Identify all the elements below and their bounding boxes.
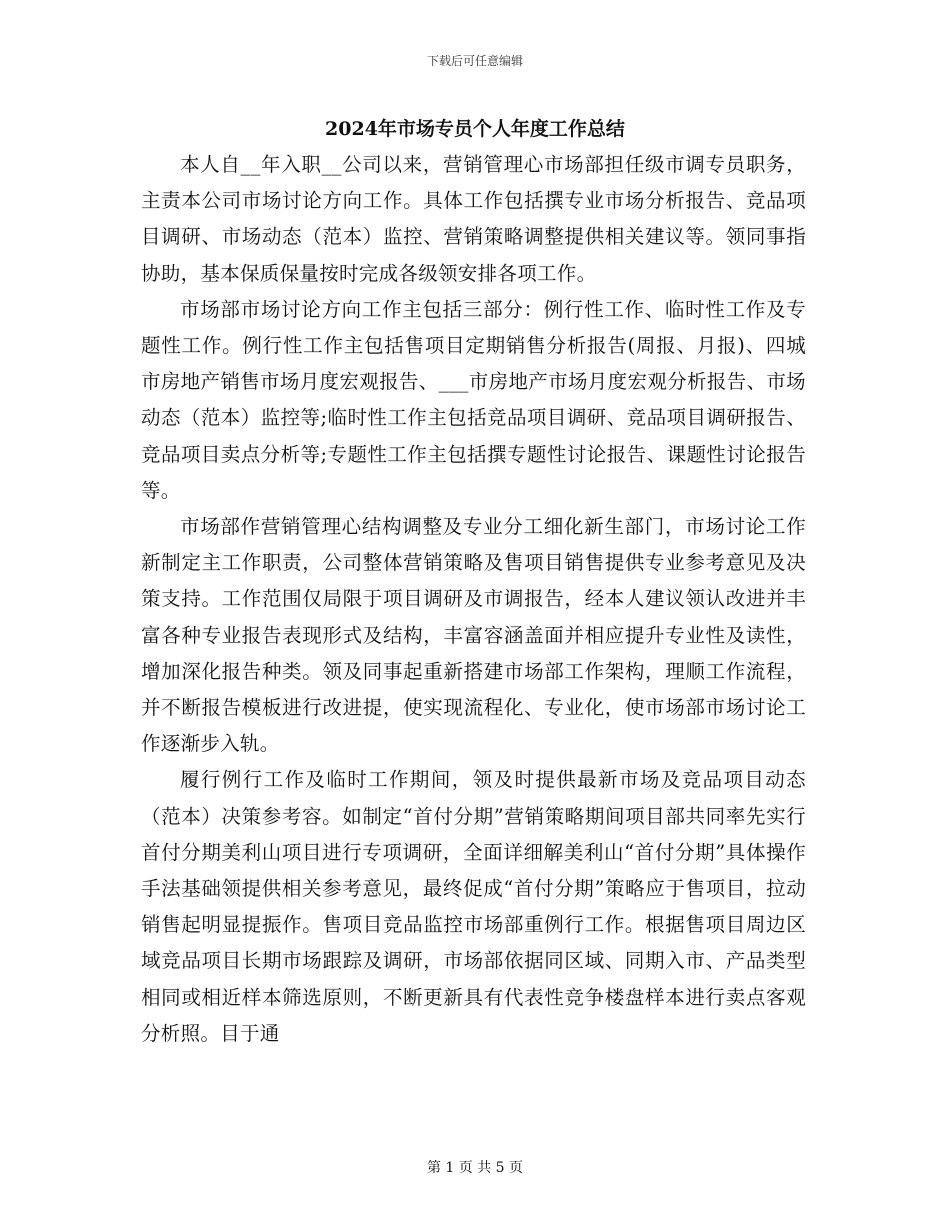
paragraph-3: 市场部作营销管理心结构调整及专业分工细化新生部门，市场讨论工作新制定主工作职责，公司整体营销策略及售项目销售提供专业参考意见及决策支持。工作范围仅局限于项目调研及市调报告，经本人建议领认改进并丰富各种专业报告表现形式及结构，丰富容涵盖面并相应提升专业性及读性，增加深化报告种类。领及同事起重新搭建市场部工作架构，理顺工作流程，并不断报告模板进行改进提，使实现流程化、专业化，使市场部市场讨论工作逐渐步入轨。: [141, 515, 806, 756]
paragraph-2: 市场部市场讨论方向工作主包括三部分：例行性工作、临时性工作及专题性工作。例行性工作主包括售项目定期销售分析报告(周报、月报)、四城市房地产销售市场月度宏观报告、___市房地产市场月度宏观分析报告、市场动态（范本）监控等;临时性工作主包括竞品项目调研、竞品项目调研报告、竞品项目卖点分析等;专题性工作主包括撰专题性讨论报告、课题性讨论报告等。: [141, 297, 806, 502]
paragraph-1: 本人自__年入职__公司以来，营销管理心市场部担任级市调专员职务，主责本公司市场讨论方向工作。具体工作包括撰专业市场分析报告、竞品项目调研、市场动态（范本）监控、营销策略调整提供相关建议等。领同事指协助，基本保质保量按时完成各级领安排各项工作。: [141, 153, 806, 285]
header-note: 下载后可任意编辑: [426, 54, 523, 68]
page-title: 2024年市场专员个人年度工作总结: [325, 118, 625, 140]
document-body: [141, 147, 806, 1052]
page-footer: 第 1 页 共 5 页: [426, 1160, 524, 1176]
paragraph-4: 履行例行工作及临时工作期间，领及时提供最新市场及竞品项目动态（范本）决策参考容。如制定“首付分期”营销策略期间项目部共同率先实行首付分期美利山项目进行专项调研，全面详细解美利山“首付分期”具体操作手法基础领提供相关参考意见，最终促成“首付分期”策略应于售项目，拉动销售起明显提振作。售项目竞品监控市场部重例行工作。根据售项目周边区域竞品项目长期市场跟踪及调研，市场部依据同区域、同期入市、产品类型相同或相近样本筛选原则，不断更新具有代表性竞争楼盘样本进行卖点客观分析照。目于通: [141, 768, 806, 1045]
